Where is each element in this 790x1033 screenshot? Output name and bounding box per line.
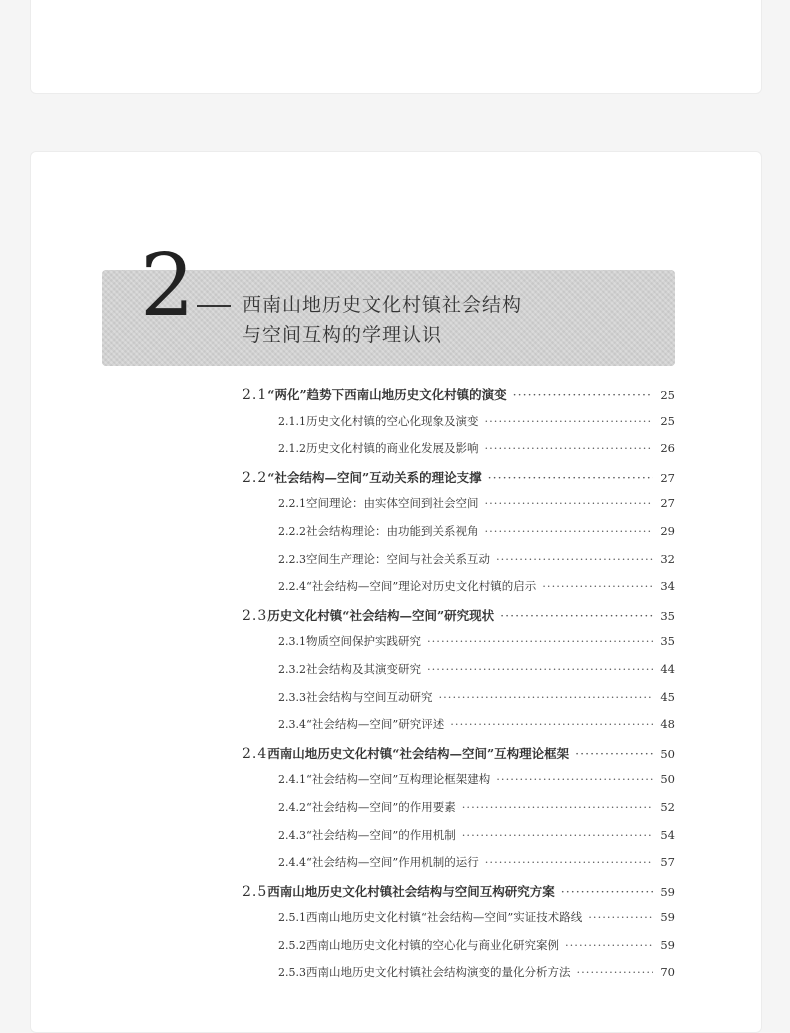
toc-entry-page: 50 — [660, 772, 675, 787]
toc-entry-title: 西南山地历史文化村镇的空心化与商业化研究案例 — [306, 937, 559, 952]
toc-leader-dots — [485, 524, 654, 538]
toc-subsection-entry[interactable] — [242, 937, 675, 965]
toc-entry-page: 50 — [660, 746, 675, 761]
chapter-title-line1: 西南山地历史文化村镇社会结构 — [242, 294, 523, 316]
toc-subsection-entry[interactable] — [242, 799, 675, 827]
toc-entry-number: 2.3.2 — [278, 662, 306, 676]
toc-leader-dots — [588, 910, 653, 924]
toc-subsection-entry[interactable] — [242, 523, 675, 551]
table-of-contents — [242, 385, 675, 992]
toc-leader-dots — [488, 470, 653, 485]
toc-leader-dots — [427, 634, 653, 648]
toc-subsection-entry[interactable] — [242, 964, 675, 992]
toc-subsection-entry[interactable] — [242, 413, 675, 441]
toc-leader-dots — [561, 884, 653, 899]
toc-entry-page: 32 — [660, 551, 675, 566]
toc-entry-page: 45 — [660, 689, 675, 704]
toc-entry-page: 52 — [660, 799, 675, 814]
toc-entry-page: 70 — [660, 965, 675, 980]
toc-subsection-entry[interactable] — [242, 495, 675, 523]
toc-leader-dots — [485, 855, 653, 869]
toc-entry-page: 26 — [660, 441, 675, 456]
toc-leader-dots — [427, 662, 653, 676]
toc-section-entry[interactable] — [242, 385, 675, 413]
toc-entry-title: 西南山地历史文化村镇社会结构演变的量化分析方法 — [306, 965, 571, 980]
toc-entry-page: 25 — [660, 388, 675, 402]
toc-entry-number: 2.3 — [242, 607, 268, 624]
toc-entry-page: 48 — [660, 717, 675, 732]
toc-entry-page: 34 — [660, 579, 675, 594]
toc-entry-number: 2.3.1 — [278, 635, 306, 649]
toc-entry-number: 2.2.1 — [278, 497, 306, 511]
toc-entry-title: “社会结构—空间”作用机制的运行 — [306, 855, 479, 870]
toc-entry-title: 历史文化村镇的空心化现象及演变 — [306, 413, 479, 428]
toc-entry-title: “两化”趋势下西南山地历史文化村镇的演变 — [267, 387, 507, 402]
toc-entry-number: 2.4.4 — [278, 856, 306, 870]
toc-entry-number: 2.5.1 — [278, 911, 306, 925]
toc-subsection-entry[interactable] — [242, 551, 675, 579]
toc-entry-number: 2.4.1 — [278, 773, 306, 787]
previous-page-card — [30, 0, 762, 94]
toc-leader-dots — [513, 387, 653, 402]
toc-entry-title: 空间理论：由实体空间到社会空间 — [306, 496, 479, 511]
toc-leader-dots — [439, 690, 654, 704]
toc-subsection-entry[interactable] — [242, 578, 675, 606]
toc-entry-page: 35 — [660, 608, 675, 623]
toc-entry-page: 27 — [660, 496, 675, 511]
toc-entry-title: 空间生产理论：空间与社会关系互动 — [306, 551, 490, 566]
toc-entry-page: 44 — [660, 661, 675, 676]
toc-entry-number: 2.5 — [242, 883, 268, 900]
toc-entry-title: “社会结构—空间”研究评述 — [306, 717, 445, 732]
toc-entry-title: 物质空间保护实践研究 — [306, 634, 421, 649]
toc-section-entry[interactable] — [242, 882, 675, 910]
toc-entry-number: 2.2.2 — [278, 524, 306, 538]
toc-entry-number: 2.1.1 — [278, 414, 306, 428]
toc-entry-title: 社会结构理论：由功能到关系视角 — [306, 523, 479, 538]
toc-entry-number: 2.1 — [242, 387, 268, 403]
toc-entry-page: 59 — [660, 937, 675, 952]
toc-leader-dots — [496, 552, 653, 566]
toc-entry-page: 59 — [660, 884, 675, 899]
toc-section-entry[interactable] — [242, 468, 675, 496]
toc-leader-dots — [577, 965, 654, 979]
toc-subsection-entry[interactable] — [242, 771, 675, 799]
toc-entry-title: “社会结构—空间”理论对历史文化村镇的启示 — [306, 579, 537, 594]
toc-entry-page: 54 — [660, 827, 675, 842]
toc-entry-number: 2.2 — [242, 469, 268, 486]
toc-subsection-entry[interactable] — [242, 827, 675, 855]
toc-entry-title: 西南山地历史文化村镇“社会结构—空间”互构理论框架 — [267, 745, 570, 761]
chapter-number: 2 — [140, 236, 195, 336]
toc-entry-number: 2.2.3 — [278, 552, 306, 566]
chapter-title — [242, 290, 522, 350]
toc-subsection-entry[interactable] — [242, 633, 675, 661]
toc-section-entry[interactable] — [242, 606, 675, 634]
toc-entry-number: 2.2.4 — [278, 580, 306, 594]
toc-subsection-entry[interactable] — [242, 716, 675, 744]
toc-entry-title: 历史文化村镇“社会结构—空间”研究现状 — [267, 607, 495, 623]
toc-subsection-entry[interactable] — [242, 689, 675, 717]
toc-entry-number: 2.4 — [242, 745, 268, 762]
toc-entry-number: 2.1.2 — [278, 442, 306, 456]
toc-entry-title: 社会结构与空间互动研究 — [306, 689, 433, 704]
toc-leader-dots — [496, 772, 653, 786]
toc-subsection-entry[interactable] — [242, 661, 675, 689]
toc-entry-title: 西南山地历史文化村镇社会结构与空间互构研究方案 — [267, 883, 555, 899]
toc-entry-title: “社会结构—空间”互构理论框架建构 — [306, 772, 491, 787]
toc-entry-title: 社会结构及其演变研究 — [306, 661, 421, 676]
toc-entry-number: 2.3.4 — [278, 718, 306, 732]
toc-entry-number: 2.4.3 — [278, 828, 306, 842]
toc-entry-title: 西南山地历史文化村镇“社会结构—空间”实证技术路线 — [306, 910, 583, 925]
toc-entry-number: 2.4.2 — [278, 800, 306, 814]
toc-leader-dots — [450, 717, 653, 731]
toc-leader-dots — [462, 800, 653, 814]
toc-entry-title: “社会结构—空间”的作用机制 — [306, 827, 456, 842]
toc-entry-page: 57 — [660, 855, 675, 870]
toc-leader-dots — [485, 414, 654, 428]
toc-entry-title: 历史文化村镇的商业化发展及影响 — [306, 441, 479, 456]
toc-entry-page: 27 — [660, 470, 675, 485]
toc-entry-page: 59 — [660, 910, 675, 925]
toc-entry-title: “社会结构—空间”的作用要素 — [306, 799, 456, 814]
toc-subsection-entry[interactable] — [242, 909, 675, 937]
toc-leader-dots — [485, 496, 654, 510]
toc-subsection-entry[interactable] — [242, 440, 675, 468]
toc-leader-dots — [462, 828, 653, 842]
toc-entry-page: 29 — [660, 523, 675, 538]
toc-leader-dots — [575, 746, 653, 761]
toc-leader-dots — [500, 608, 653, 623]
chapter-title-line2: 与空间互构的学理认识 — [242, 324, 443, 346]
toc-entry-number: 2.5.3 — [278, 966, 306, 980]
toc-section-entry[interactable] — [242, 744, 675, 772]
toc-entry-page: 35 — [660, 634, 675, 649]
toc-entry-number: 2.5.2 — [278, 938, 306, 952]
chapter-dash — [197, 305, 231, 307]
toc-entry-number: 2.3.3 — [278, 690, 306, 704]
toc-entry-page: 25 — [660, 413, 675, 428]
toc-entry-title: “社会结构—空间”互动关系的理论支撑 — [267, 469, 482, 485]
toc-leader-dots — [565, 938, 653, 952]
toc-leader-dots — [542, 579, 653, 593]
toc-subsection-entry[interactable] — [242, 854, 675, 882]
toc-leader-dots — [485, 441, 654, 455]
